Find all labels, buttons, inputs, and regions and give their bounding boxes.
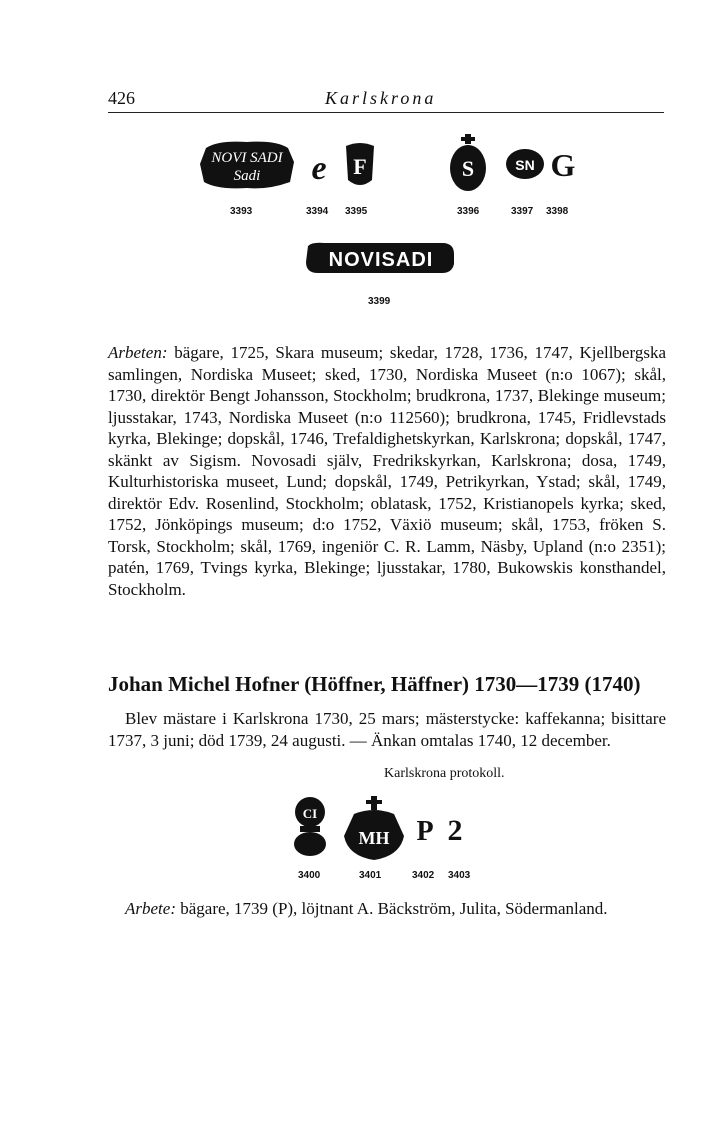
mark-3399-text: NOVISADI	[328, 249, 434, 271]
mark-3395-text: F	[353, 154, 367, 179]
running-title: Karlskrona	[325, 88, 437, 108]
mark-number-3397: 3397	[511, 206, 534, 217]
mark-3396-text: S	[461, 156, 475, 181]
mark-3396	[448, 134, 488, 194]
source-note: Karlskrona protokoll.	[384, 766, 505, 781]
works-lead-2: Arbete:	[125, 899, 176, 918]
mark-3403-text: 2	[447, 814, 463, 847]
section-heading: Johan Michel Hofner (Höffner, Häffner) 1730—1739 (1740)	[108, 672, 641, 696]
header-rule	[108, 112, 664, 113]
works-text-2: bägare, 1739 (P), löjtnant A. Bäckström, Julita, Södermanland.	[175, 899, 608, 918]
mark-3403	[442, 806, 468, 850]
mark-number-3393: 3393	[230, 206, 253, 217]
mark-number-3394: 3394	[306, 206, 329, 217]
mark-3397	[505, 148, 545, 180]
mark-number-3403: 3403	[448, 870, 471, 881]
works-paragraph-2	[108, 898, 666, 920]
mark-3394-text: e	[311, 150, 327, 187]
mark-number-3396: 3396	[457, 206, 480, 217]
mark-3397-text: SN	[515, 157, 535, 173]
mark-3393-text: NOVI SADI	[211, 150, 283, 166]
works-text: bägare, 1725, Skara museum; skedar, 1728, 1736, 1747, Kjellbergska samlingen, Nordiska Museet; sked, 1730, Nordiska Museet (n:o 1067); skål, 1730, direktör Bengt Johansson, Stockholm; brudkrona, 1737, Blekinge museum; ljusstakar, 1743, Nordiska Museet (n:o 112560); brudkrona, 1745, Fridlevstads kyrka, Blekinge; dopskål, 1746, Trefaldighetskyrkan, Karlskrona; dopskål, 1747, skänkt av Sigism. Novosadi själv, Fredrikskyrkan, Karlskrona; dosa, 1749, Kulturhistoriska museet, Lund; dopskål, 1749, Petrikyrkan, Ystad; skål, 1749, direktör Edv. Rosenlind, Stockholm; oblatask, 1752, Kristianopels kyrka; sked, 1752, Jönköpings museum; d:o 1752, Växiö museum; skål, 1753, fröken S. Torsk, Stockholm; skål, 1769, ingeniör C. R. Lamm, Näsby, Upland (n:o 2351); patén, 1769, Tvings kyrka, Blekinge; ljusstakar, 1780, Bukowskis konsthandel, Stockholm.	[108, 343, 666, 599]
mark-number-3402: 3402	[412, 870, 435, 881]
mark-3393	[198, 140, 296, 190]
mark-number-3399: 3399	[368, 296, 391, 307]
svg-text:Sadi: Sadi	[233, 168, 261, 184]
mark-3398-text: G	[550, 147, 576, 183]
mark-3395	[342, 140, 378, 190]
mark-number-3400: 3400	[298, 870, 321, 881]
mark-3402	[413, 812, 437, 848]
works-paragraph-1	[108, 342, 666, 600]
mark-3402-text: P	[416, 816, 434, 847]
mark-3401	[340, 796, 408, 862]
mark-3400-text: CI	[302, 806, 318, 821]
page-number: 426	[108, 88, 135, 108]
mark-3399	[304, 240, 456, 276]
biography-paragraph: Blev mästare i Karlskrona 1730, 25 mars; mästerstycke: kaffekanna; bisittare 1737, 3 juni; död 1739, 24 augusti. — Änkan omtalas 1740, 12 december.	[108, 709, 666, 750]
mark-3401-text: MH	[358, 828, 390, 848]
mark-number-3401: 3401	[359, 870, 382, 881]
mark-number-3398: 3398	[546, 206, 569, 217]
mark-number-3395: 3395	[345, 206, 368, 217]
mark-3394	[305, 147, 333, 187]
mark-3400	[290, 796, 330, 858]
works-lead: Arbeten:	[108, 343, 168, 362]
mark-3398	[548, 144, 578, 184]
